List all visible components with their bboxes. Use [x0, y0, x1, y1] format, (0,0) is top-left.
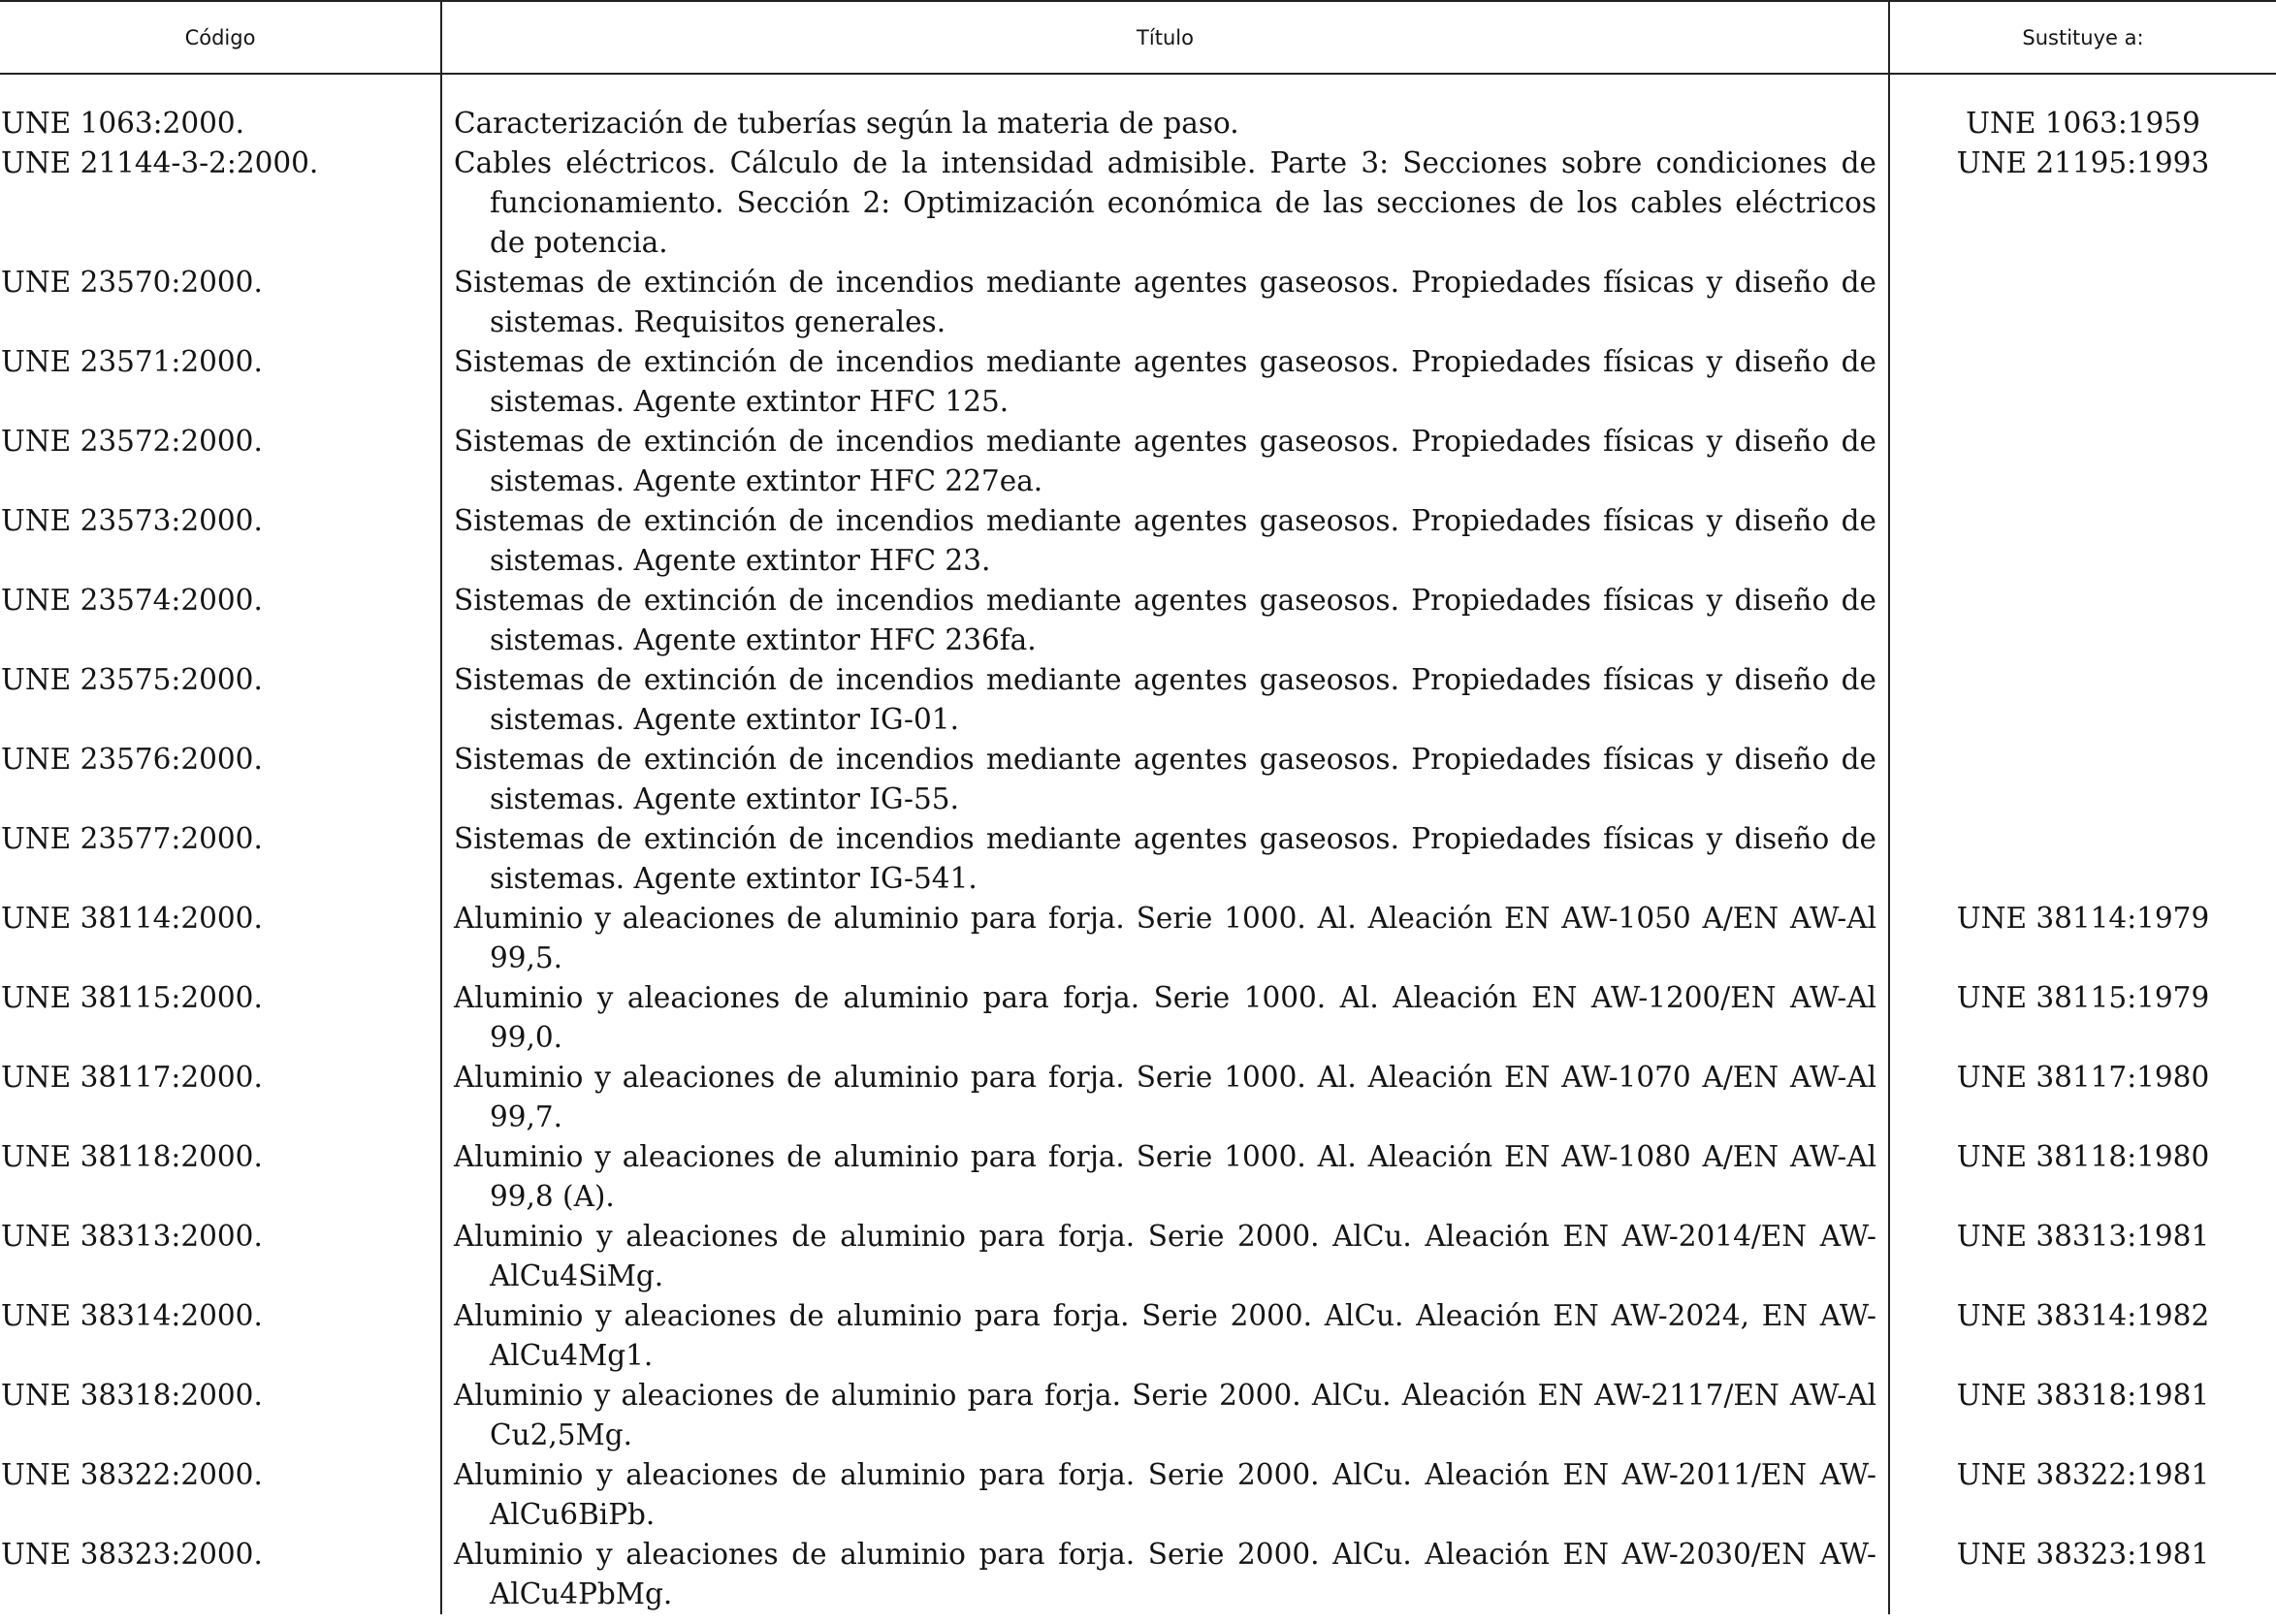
row-title-text: Aluminio y aleaciones de aluminio para forja. Serie 1000. Al. Aleación EN AW-1080 A/EN AW-Al 99,8 (A). [454, 1140, 1876, 1213]
table-row [0, 1535, 2276, 1614]
table-row [0, 1137, 2276, 1217]
table-row [0, 1376, 2276, 1455]
row-title-text: Sistemas de extinción de incendios mediante agentes gaseosos. Propiedades físicas y diseño de sistemas. Agente extintor HFC 227ea. [454, 425, 1876, 497]
table-row [0, 581, 2276, 660]
row-code: UNE 23575:2000. [1, 663, 263, 696]
table-row [0, 501, 2276, 581]
row-title-text: Sistemas de extinción de incendios mediante agentes gaseosos. Propiedades físicas y diseño de sistemas. Requisitos generales. [454, 266, 1876, 338]
row-title [441, 978, 1889, 1058]
row-replaces: UNE 38115:1979 [1956, 981, 2210, 1014]
table-row [0, 740, 2276, 819]
row-code: UNE 23574:2000. [1, 584, 263, 617]
row-title [441, 263, 1889, 342]
row-replaces: UNE 38322:1981 [1956, 1458, 2210, 1491]
row-title [441, 1137, 1889, 1217]
row-title [441, 342, 1889, 422]
row-code: UNE 38115:2000. [1, 981, 263, 1014]
row-title-text: Sistemas de extinción de incendios mediante agentes gaseosos. Propiedades físicas y diseño de sistemas. Agente extintor IG-541. [454, 822, 1876, 895]
row-code: UNE 38118:2000. [1, 1140, 263, 1173]
row-code: UNE 23570:2000. [1, 266, 263, 299]
row-title-text: Aluminio y aleaciones de aluminio para forja. Serie 2000. AlCu. Aleación EN AW-2024, EN AW-AlCu4Mg1. [454, 1299, 1876, 1372]
table-row [0, 422, 2276, 501]
row-title [441, 1217, 1889, 1296]
header-code: Código [0, 1, 441, 74]
row-code: UNE 23577:2000. [1, 822, 263, 855]
row-title [441, 1535, 1889, 1614]
row-title-text: Sistemas de extinción de incendios mediante agentes gaseosos. Propiedades físicas y diseño de sistemas. Agente extintor HFC 125. [454, 345, 1876, 418]
table-row [0, 104, 2276, 143]
row-title [441, 1455, 1889, 1535]
row-title [441, 143, 1889, 263]
row-title-text: Sistemas de extinción de incendios mediante agentes gaseosos. Propiedades físicas y diseño de sistemas. Agente extintor HFC 236fa. [454, 584, 1876, 656]
row-replaces: UNE 38323:1981 [1956, 1538, 2210, 1571]
row-code: UNE 38318:2000. [1, 1379, 263, 1412]
row-code: UNE 21144-3-2:2000. [1, 146, 319, 179]
row-title [441, 581, 1889, 660]
row-title [441, 660, 1889, 740]
table-row [0, 342, 2276, 422]
row-code: UNE 38313:2000. [1, 1220, 263, 1253]
row-code: UNE 1063:2000. [1, 107, 245, 140]
header-spacer [0, 74, 2276, 104]
row-replaces: UNE 21195:1993 [1956, 146, 2210, 179]
row-title-text: Aluminio y aleaciones de aluminio para forja. Serie 2000. AlCu. Aleación EN AW-2117/EN AW-Al Cu2,5Mg. [454, 1379, 1876, 1451]
row-replaces: UNE 38114:1979 [1956, 902, 2210, 935]
row-replaces: UNE 1063:1959 [1966, 107, 2200, 140]
table-row [0, 978, 2276, 1058]
row-title [441, 899, 1889, 978]
row-title-text: Aluminio y aleaciones de aluminio para forja. Serie 1000. Al. Aleación EN AW-1050 A/EN AW-Al 99,5. [454, 902, 1876, 974]
header-replaces: Sustituye a: [1889, 1, 2276, 74]
row-title [441, 1376, 1889, 1455]
row-code: UNE 23572:2000. [1, 425, 263, 458]
table-row [0, 1296, 2276, 1376]
table-row [0, 1455, 2276, 1535]
row-code: UNE 38117:2000. [1, 1061, 263, 1094]
row-title [441, 104, 1889, 143]
row-title [441, 501, 1889, 581]
table-row [0, 143, 2276, 263]
row-title-text: Aluminio y aleaciones de aluminio para forja. Serie 2000. AlCu. Aleación EN AW-2030/EN AW-AlCu4PbMg. [454, 1538, 1876, 1610]
table-row [0, 660, 2276, 740]
row-title-text: Aluminio y aleaciones de aluminio para forja. Serie 1000. Al. Aleación EN AW-1200/EN AW-Al 99,0. [454, 981, 1876, 1054]
row-code: UNE 38323:2000. [1, 1538, 263, 1571]
row-code: UNE 38322:2000. [1, 1458, 263, 1491]
row-replaces [1889, 740, 2276, 819]
row-replaces: UNE 38118:1980 [1956, 1140, 2210, 1173]
row-title-text: Cables eléctricos. Cálculo de la intensidad admisible. Parte 3: Secciones sobre condiciones de funcionamiento. Sección 2: Optimización económica de las secciones de los cables eléctricos de potencia. [454, 146, 1876, 259]
row-replaces [1889, 501, 2276, 581]
table-row [0, 819, 2276, 899]
row-code: UNE 23576:2000. [1, 743, 263, 776]
row-code: UNE 23571:2000. [1, 345, 263, 378]
row-title [441, 422, 1889, 501]
row-title-text: Sistemas de extinción de incendios mediante agentes gaseosos. Propiedades físicas y diseño de sistemas. Agente extintor HFC 23. [454, 504, 1876, 577]
table-row [0, 263, 2276, 342]
row-replaces: UNE 38314:1982 [1956, 1299, 2210, 1332]
row-replaces [1889, 422, 2276, 501]
row-replaces [1889, 342, 2276, 422]
header-title: Título [441, 1, 1889, 74]
table-row [0, 1058, 2276, 1137]
row-replaces: UNE 38313:1981 [1956, 1220, 2210, 1253]
row-title [441, 1058, 1889, 1137]
table-header-row [0, 1, 2276, 74]
table-row [0, 1217, 2276, 1296]
row-title-text: Sistemas de extinción de incendios mediante agentes gaseosos. Propiedades físicas y diseño de sistemas. Agente extintor IG-55. [454, 743, 1876, 815]
row-title [441, 740, 1889, 819]
row-replaces [1889, 660, 2276, 740]
table-row [0, 899, 2276, 978]
row-title-text: Aluminio y aleaciones de aluminio para forja. Serie 1000. Al. Aleación EN AW-1070 A/EN AW-Al 99,7. [454, 1061, 1876, 1133]
row-code: UNE 38114:2000. [1, 902, 263, 935]
row-code: UNE 23573:2000. [1, 504, 263, 537]
row-title-text: Sistemas de extinción de incendios mediante agentes gaseosos. Propiedades físicas y diseño de sistemas. Agente extintor IG-01. [454, 663, 1876, 736]
row-replaces: UNE 38318:1981 [1956, 1379, 2210, 1412]
row-title-text: Aluminio y aleaciones de aluminio para forja. Serie 2000. AlCu. Aleación EN AW-2011/EN AW-AlCu6BiPb. [454, 1458, 1876, 1531]
row-replaces [1889, 581, 2276, 660]
row-code: UNE 38314:2000. [1, 1299, 263, 1332]
row-replaces: UNE 38117:1980 [1956, 1061, 2210, 1094]
row-replaces [1889, 819, 2276, 899]
row-replaces [1889, 263, 2276, 342]
row-title-text: Caracterización de tuberías según la materia de paso. [454, 107, 1239, 140]
row-title-text: Aluminio y aleaciones de aluminio para forja. Serie 2000. AlCu. Aleación EN AW-2014/EN AW-AlCu4SiMg. [454, 1220, 1876, 1292]
row-title [441, 819, 1889, 899]
row-title [441, 1296, 1889, 1376]
